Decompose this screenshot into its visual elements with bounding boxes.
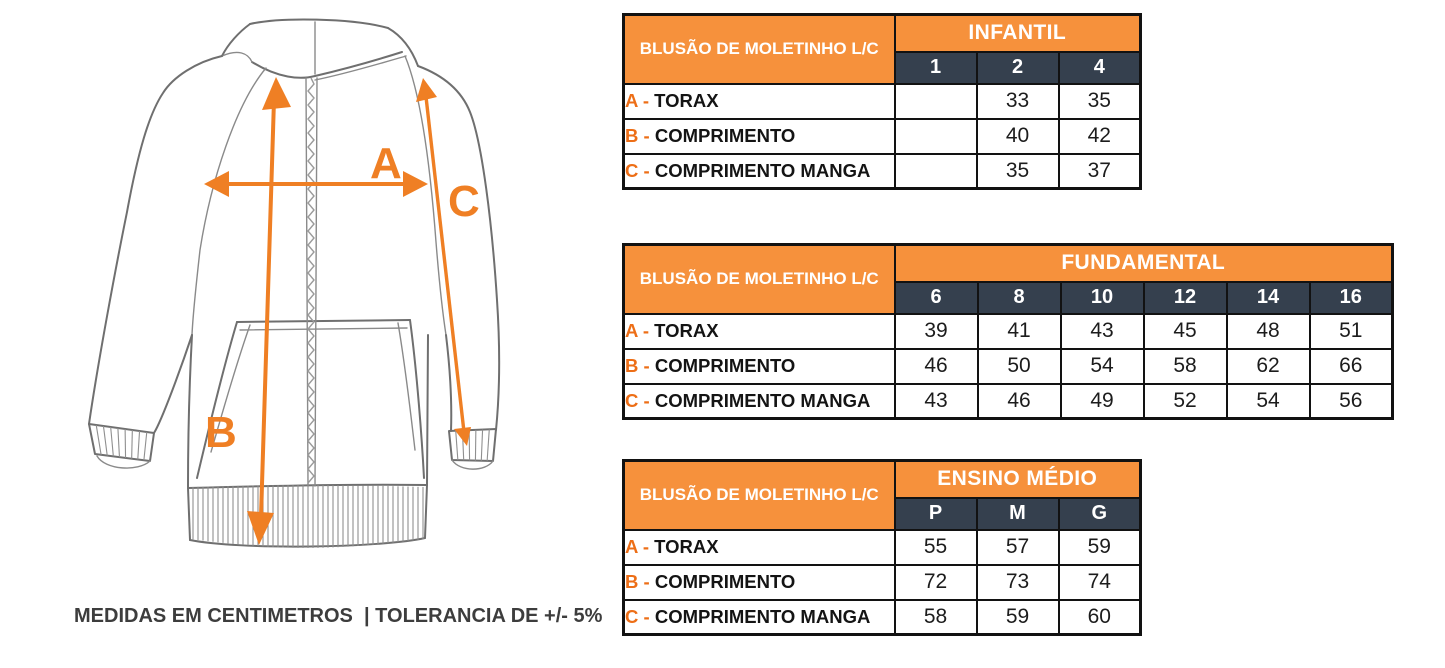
measure-name: COMPRIMENTO MANGA [654,159,871,181]
measure-label [624,384,895,419]
measure-label [624,530,895,565]
measure-label [624,119,895,154]
table-slot-fundamental [622,243,1394,420]
measure-value: 56 [1310,384,1393,419]
size-column-header: 16 [1310,282,1393,314]
measure-name: COMPRIMENTO [654,571,796,592]
size-column-header: M [977,498,1059,530]
size-table-fundamental [622,243,1394,420]
measure-value [895,119,977,154]
measure-row [624,314,1393,349]
measure-letter: B [625,571,639,592]
measurement-arrows [204,77,480,545]
measure-letter: C [625,389,639,411]
group-header: INFANTIL [895,15,1141,52]
measure-name: TORAX [654,536,719,557]
measure-row [624,565,1141,600]
product-name-header: BLUSÃO DE MOLETINHO L/C [624,245,895,314]
hoodie-line-art [89,19,499,548]
hood-left-fold [222,52,252,62]
measure-value: 42 [1059,119,1141,154]
size-column-header: 10 [1061,282,1144,314]
measure-dash: - [638,389,655,411]
measure-letter: A [625,536,638,557]
measure-value: 50 [978,349,1061,384]
measure-value: 37 [1059,154,1141,189]
size-column-header: G [1059,498,1141,530]
hood-left-edge [222,24,250,56]
left-raglan-seam [192,68,266,335]
group-header: FUNDAMENTAL [895,245,1393,282]
size-column-header: 4 [1059,52,1141,84]
zipper-teeth [308,78,314,483]
measure-value: 35 [1059,84,1141,119]
product-name-header: BLUSÃO DE MOLETINHO L/C [624,15,895,84]
measure-value: 74 [1059,565,1141,600]
product-name-header: BLUSÃO DE MOLETINHO L/C [624,461,895,530]
measure-value: 51 [1310,314,1393,349]
measure-value: 66 [1310,349,1393,384]
measure-name: COMPRIMENTO MANGA [654,389,871,411]
measure-name: COMPRIMENTO MANGA [654,605,871,627]
table-slot-ensino-medio [622,459,1142,636]
arrowhead-c-top [416,78,437,102]
measure-value: 54 [1227,384,1310,419]
arrowhead-a-right [403,171,428,197]
measure-row [624,384,1393,419]
measure-name: TORAX [654,320,719,341]
measure-value: 45 [1144,314,1227,349]
body-left-edge [188,335,192,487]
measure-value: 46 [978,384,1061,419]
measure-value: 49 [1061,384,1144,419]
measure-dash: - [637,320,655,341]
measure-name: COMPRIMENTO [654,125,796,146]
measurement-arrow-b [247,77,291,545]
size-column-header: 14 [1227,282,1310,314]
measure-name: TORAX [654,90,719,111]
measure-label [624,84,895,119]
measure-dash: - [638,571,655,592]
measure-value: 72 [895,565,977,600]
measure-value: 55 [895,530,977,565]
measure-value: 33 [977,84,1059,119]
measure-value: 40 [977,119,1059,154]
measure-row [624,119,1141,154]
measure-row [624,600,1141,635]
measure-name: COMPRIMENTO [654,355,796,376]
measure-dash: - [638,159,655,181]
measure-value [895,154,977,189]
measure-value: 43 [1061,314,1144,349]
measure-label [624,314,895,349]
measure-row [624,349,1393,384]
arrowhead-b-bottom [247,511,274,545]
measure-letter: B [625,125,639,146]
group-header: ENSINO MÉDIO [895,461,1141,498]
size-column-header: 1 [895,52,977,84]
dim-label-b: B [205,408,237,457]
measure-dash: - [638,605,655,627]
arrowhead-b-top [262,77,291,110]
measure-dash: - [637,90,655,111]
measure-row [624,154,1141,189]
size-column-header: 6 [895,282,978,314]
hem-band [188,485,427,548]
dim-label-c: C [448,177,480,226]
left-sleeve-inner [154,335,192,433]
size-column-header: 2 [977,52,1059,84]
measure-label [624,349,895,384]
measure-value: 52 [1144,384,1227,419]
measure-value: 48 [1227,314,1310,349]
size-column-header: P [895,498,977,530]
measure-label [624,565,895,600]
right-cuff [449,429,496,469]
left-cuff [89,424,154,468]
measure-dash: - [638,355,655,376]
measure-letter: C [625,159,639,181]
size-table-infantil [622,13,1142,190]
hood-outline [250,19,388,28]
size-column-header: 8 [978,282,1061,314]
measure-row [624,84,1141,119]
collar-curve [252,52,402,78]
measure-value: 62 [1227,349,1310,384]
measure-value: 57 [977,530,1059,565]
right-sleeve-inner [446,335,451,431]
measure-dash: - [638,125,655,146]
collar-inner-curve [315,56,406,80]
measure-value: 46 [895,349,978,384]
measure-label [624,154,895,189]
size-table-ensino-m-dio [622,459,1142,636]
measure-value: 58 [1144,349,1227,384]
hem-ribbing [193,485,423,548]
measure-value: 58 [895,600,977,635]
measure-letter: A [625,320,638,341]
measure-value: 54 [1061,349,1144,384]
hoodie-measurement-diagram [0,0,620,600]
table-slot-infantil [622,13,1142,190]
measure-value: 59 [1059,530,1141,565]
measure-value: 43 [895,384,978,419]
measure-value: 59 [977,600,1059,635]
measure-value: 35 [977,154,1059,189]
measure-letter: C [625,605,639,627]
measurement-note: MEDIDAS EM CENTIMETROS | TOLERANCIA DE +/- 5% [74,605,603,627]
dim-label-a: A [370,139,402,188]
size-column-header: 12 [1144,282,1227,314]
measure-value [895,84,977,119]
measure-letter: A [625,90,638,111]
body-right-edge [427,335,428,485]
measure-value: 73 [977,565,1059,600]
measure-row [624,530,1141,565]
measure-value: 41 [978,314,1061,349]
zipper [306,78,317,486]
measure-value: 60 [1059,600,1141,635]
measure-letter: B [625,355,639,376]
measure-label [624,600,895,635]
measure-value: 39 [895,314,978,349]
measure-dash: - [637,536,655,557]
